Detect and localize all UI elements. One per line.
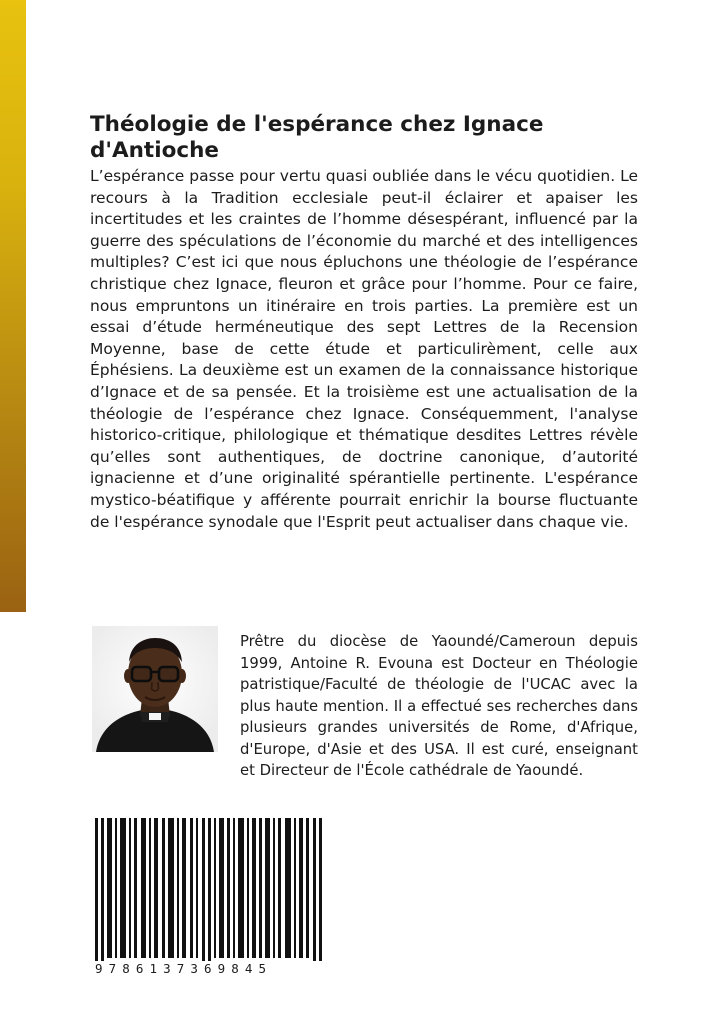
author-biography: Prêtre du diocèse de Yaoundé/Cameroun depuis 1999, Antoine R. Evouna est Docteur en Théologie patristique/Faculté de théologie de l'UCAC avec la plus haute mention. Il a effectué ses recherches dans plusieurs grandes universités de Rome, d'Afrique, d'Europe, d'Asie et des USA. Il est curé, enseignant et Directeur de l'École cathédrale de Yaoundé. — [240, 633, 638, 779]
isbn-number: 9786137369845 — [95, 961, 325, 976]
author-photo — [92, 626, 218, 752]
back-cover-blurb: L’espérance passe pour vertu quasi oubliée dans le vécu quotidien. Le recours à la Tradition ecclesiale peut-il éclairer et apaiser les incertitudes et les craintes de l’homme désespérant, influencé par la guerre des spéculations de l’économie du marché et des intelligences multiples? C’est ici que nous épluchons une théologie de l’espérance christique chez Ignace, fleuron et grâce pour l’homme. Pour ce faire, nous empruntons un itinéraire en trois parties. La première est un essai d’étude herméneutique des sept Lettres de la Recension Moyenne, base de cette étude et particulirèment, celle aux Éphésiens. La deuxième est un examen de la connaissance historique d’Ignace et de sa pensée. Et la troisième est une actualisation de la théologie de l’espérance chez Ignace. Conséquemment, l'analyse historico-critique, philologique et thématique desdites Lettres révèle qu’elles sont authentiques, de doctrine canonique, d’autorité ignacienne et d’une originalité spérantielle pertinente. L'espérance mystico-béatifique y afférente pourrait enrichir la bourse fluctuante de l'espérance synodale que l'Esprit peut actualiser dans chaque vie. — [90, 167, 638, 531]
barcode-bars — [93, 818, 325, 964]
isbn-barcode — [93, 818, 325, 980]
author-portrait-illustration — [92, 626, 218, 752]
book-title: Théologie de l'espérance chez Ignace d'Antioche — [90, 112, 544, 163]
cover-color-band — [0, 0, 26, 612]
